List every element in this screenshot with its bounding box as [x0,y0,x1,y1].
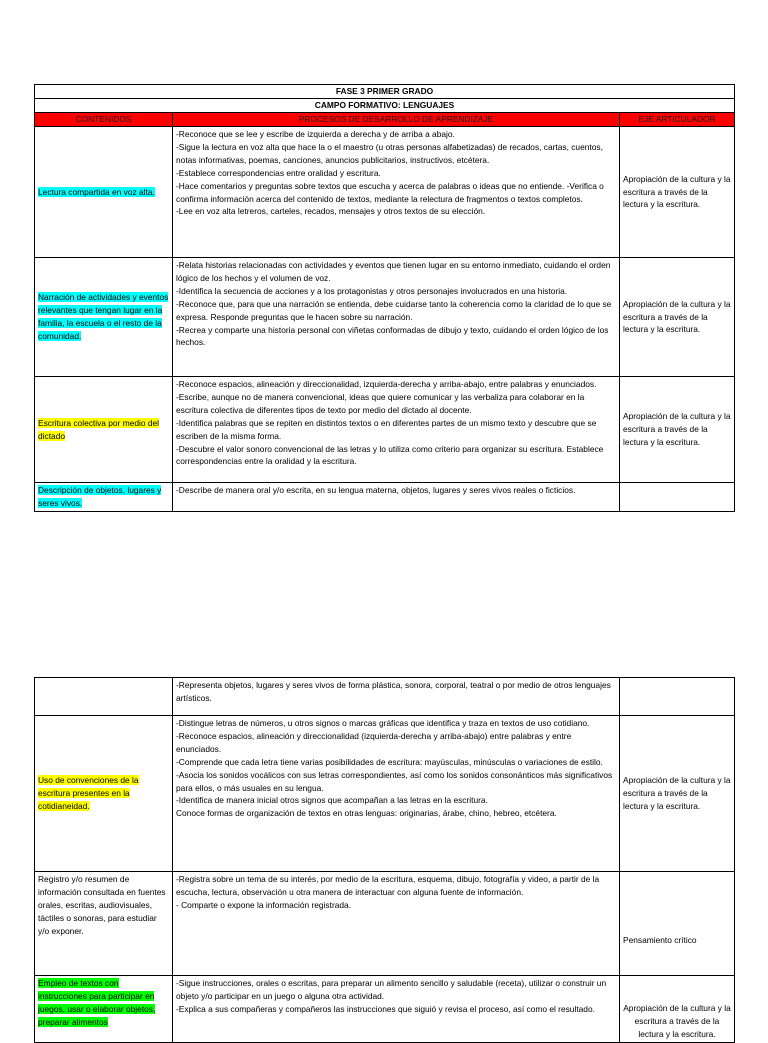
eje-cell: Apropiación de la cultura y la escritura a través de la lectura y la escritura. [620,976,735,1043]
procesos-cell: -Representa objetos, lugares y seres vivos de forma plástica, sonora, corporal, teatral o por medio de otros lenguajes artísticos. [173,678,620,716]
contenido-cell [35,377,173,483]
contenido-cell [35,976,173,1043]
contenido-text: Uso de convenciones de la escritura presentes en la cotidianeidad. [38,775,139,811]
procesos-cell: -Sigue instrucciones, orales o escritas, para preparar un alimento sencillo y saludable (receta), utilizar o construir un objeto y/o participar en un juego o alguna otra actividad. -Explica a sus compañeras y compañeros las instrucciones que siguió y revisa el proceso, así como el resultado. [173,976,620,1043]
eje-cell [620,483,735,512]
table-subtitle-row [35,99,735,113]
eje-cell: Apropiación de la cultura y la escritura a través de la lectura y la escritura. [620,127,735,258]
col-header-contenidos: CONTENIDOS [35,113,173,127]
table-row [35,127,735,258]
contenido-cell [35,258,173,377]
contenido-cell [35,678,173,716]
contenido-cell [35,483,173,512]
eje-cell: Pensamiento crítico [620,872,735,976]
table-title: FASE 3 PRIMER GRADO [35,85,735,99]
contenido-cell [35,127,173,258]
table-row [35,258,735,377]
eje-cell: Apropiación de la cultura y la escritura a través de la lectura y la escritura. [620,716,735,872]
procesos-cell: -Reconoce espacios, alineación y direccionalidad, izquierda-derecha y arriba-abajo, entre palabras y enunciados. -Escribe, aunque no de manera convencional, ideas que quiere comunicar y las verbaliza para colaborar en la escritura colectiva de diferentes tipos de texto por medio del dictado al docente. -Identifica palabras que se repiten en distintos textos o en diferentes partes de un mismo texto y descubre que se escriben de la misma forma. -Descubre el valor sonoro convencional de las letras y lo utiliza como criterio para organizar su escritura. Establece correspondencias entre la oralidad y la escritura. [173,377,620,483]
contenido-text: Escritura colectiva por medio del dictado [38,417,160,441]
eje-cell [620,678,735,716]
contenido-text: Registro y/o resumen de información consultada en fuentes orales, escritas, audiovisuales, táctiles o sonoras, para estudiar y/o exponer. [38,874,166,936]
table-row [35,716,735,872]
contenido-text: Empleo de textos con instrucciones para participar en juegos, usar o elaborar objetos, preparar alimentos [38,978,156,1027]
contenido-text: Lectura compartida en voz alta. [38,186,155,197]
eje-cell: Apropiación de la cultura y la escritura a través de la lectura y la escritura. [620,377,735,483]
table-row [35,678,735,716]
table-row [35,483,735,512]
campo-formativo: CAMPO FORMATIVO: LENGUAJES [35,99,735,113]
procesos-cell: -Relata historias relacionadas con actividades y eventos que tienen lugar en su entorno inmediato, cuidando el orden lógico de los hechos y el volumen de voz. -Identifica la secuencia de acciones y a los protagonistas y otros personajes involucrados en una historia. -Reconoce que, para que una narración se entienda, debe cuidarse tanto la coherencia como la claridad de lo que se expresa. Responde preguntas que le hacen sobre su narración. -Recrea y comparte una historia personal con viñetas conformadas de dibujo y texto, cuidando el orden lógico de los hechos. [173,258,620,377]
table-row [35,872,735,976]
procesos-cell: -Describe de manera oral y/o escrita, en su lengua materna, objetos, lugares y seres vivos reales o ficticios. [173,483,620,512]
contenido-text: Descripción de objetos, lugares y seres vivos. [38,485,162,508]
contenido-cell [35,872,173,976]
table-row [35,377,735,483]
procesos-cell: -Reconoce que se lee y escribe de izquierda a derecha y de arriba a abajo. -Sigue la lectura en voz alta que hace la o el maestro (u otras personas alfabetizadas) de recados, cartas, cuentos, notas informativas, poemas, canciones, anuncios publicitarios, instructivos, etcétera. -Establece correspondencias entre oralidad y escritura. -Hace comentarios y preguntas sobre textos que escucha y acerca de palabras o ideas que no entiende. -Verifica o confirma información acerca del contenido de textos, mediante la relectura de fragmentos o textos completos. -Lee en voz alta letreros, carteles, recados, mensajes y otros textos de su elección. [173,127,620,258]
contenido-text: Narración de actividades y eventos relevantes que tengan lugar en la familia, la escuela o el resto de la comunidad. [38,292,169,341]
table-title-row [35,85,735,99]
procesos-cell: -Distingue letras de números, u otros signos o marcas gráficas que identifica y traza en textos de uso cotidiano. -Reconoce espacios, alineación y direccionalidad (izquierda-derecha y arriba-abajo) entre palabras y entre enunciados. -Comprende que cada letra tiene varias posibilidades de escritura: mayúsculas, minúsculas o variaciones de estilo. -Asocia los sonidos vocálicos con sus letras correspondientes, así como los sonidos consonánticos más significativos para ellos, o más usuales en su lengua. -Identifica de manera inicial otros signos que acompañan a las letras en la escritura. Conoce formas de organización de textos en otras lenguas: originarias, árabe, chino, hebreo, etcétera. [173,716,620,872]
contenido-cell [35,716,173,872]
curriculum-table-1 [34,84,735,512]
procesos-cell: -Registra sobre un tema de su interés, por medio de la escritura, esquema, dibujo, fotografía y video, a partir de la escucha, lectura, observación u otra manera de interactuar con alguna fuente de información. - Comparte o expone la información registrada. [173,872,620,976]
col-header-procesos: PROCESOS DE DESARROLLO DE APRENDIZAJE [173,113,620,127]
col-header-eje: EJE ARTICULADOR [620,113,735,127]
column-header-row [35,113,735,127]
table-row [35,976,735,1043]
eje-cell: Apropiación de la cultura y la escritura a través de la lectura y la escritura. [620,258,735,377]
curriculum-table-2 [34,677,735,1043]
